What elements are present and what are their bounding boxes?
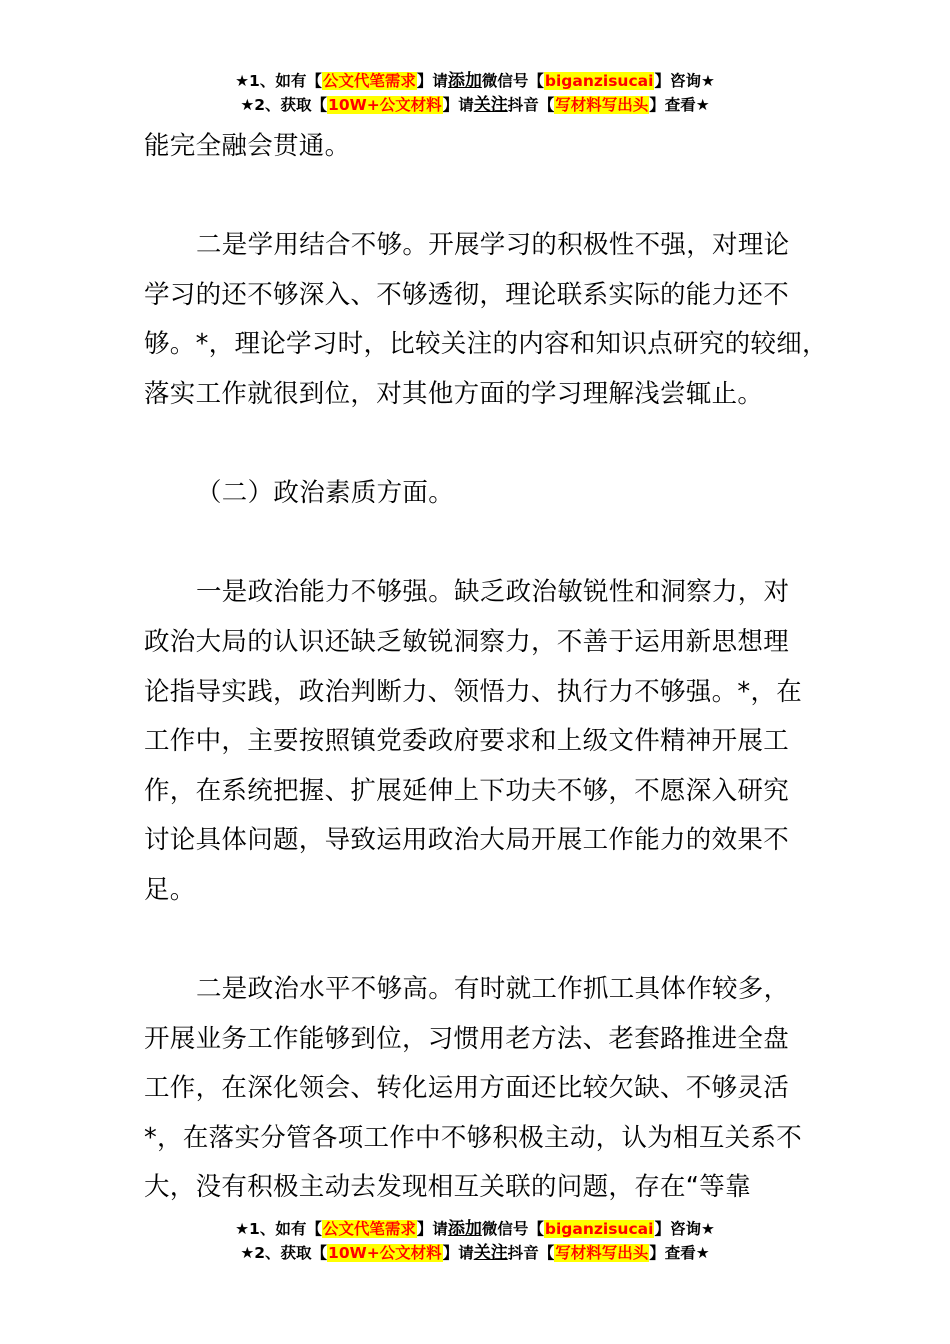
section-heading-political-quality: （二）政治素质方面。 (196, 478, 455, 509)
underlined-word: 添加 (447, 71, 482, 91)
paragraph-continuation: 能完全融会贯通。 (144, 131, 351, 161)
highlight-douyin-account: 写材料写出头 (555, 1244, 649, 1262)
highlight-materials: 10W+公文材料 (328, 1244, 442, 1262)
paragraph-political-ability: 一是政治能力不够强。缺乏政治敏锐性和洞察力，对 政治大局的认识还缺乏敏锐洞察力，不善于运用新思想理 论指导实践，政治判断力、领悟力、执行力不够强。*，在 工作中，主要按照镇党委政府要求和上级文件精神开展工 作，在系统把握、扩展延伸上下功夫不够，不愿深入研究 讨论具体问题，导致运用政治大局开展工作能力的效果不 足。 (144, 577, 803, 905)
underlined-word: 关注 (473, 1243, 508, 1263)
banner-line-1: ★1、如有【公文代笔需求】请添加微信号【biganzisucai】咨询★ (235, 1219, 715, 1239)
highlight-service: 公文代笔需求 (322, 72, 416, 90)
highlight-materials: 10W+公文材料 (328, 96, 442, 114)
highlight-wechat-id: biganzisucai (544, 1220, 654, 1238)
paragraph-political-level: 二是政治水平不够高。有时就工作抓工具体作较多， 开展业务工作能够到位，习惯用老方法、老套路推进全盘 工作，在深化领会、转化运用方面还比较欠缺、不够灵活 *，在落实分管各项工作中不够积极主动，认为相互关系不 大，没有积极主动去发现相互关联的问题，存在“等靠 (144, 974, 803, 1203)
underlined-word: 关注 (473, 95, 508, 115)
banner-line-1: ★1、如有【公文代笔需求】请添加微信号【biganzisucai】咨询★ (235, 71, 715, 91)
highlight-douyin-account: 写材料写出头 (555, 96, 649, 114)
underlined-word: 添加 (447, 1219, 482, 1239)
document-body (144, 122, 834, 1213)
footer-banner (0, 1217, 950, 1265)
header-banner (0, 69, 950, 117)
highlight-wechat-id: biganzisucai (544, 72, 654, 90)
paragraph-study-application: 二是学用结合不够。开展学习的积极性不强，对理论 学习的还不够深入、不够透彻，理论联系实际的能力还不 够。*，理论学习时，比较关注的内容和知识点研究的较细， 落实工作就很到位，对其他方面的学习理解浅尝辄止。 (144, 230, 828, 409)
banner-line-2: ★2、获取【10W+公文材料】请关注抖音【写材料写出头】查看★ (240, 95, 710, 115)
banner-line-2: ★2、获取【10W+公文材料】请关注抖音【写材料写出头】查看★ (240, 1243, 710, 1263)
highlight-service: 公文代笔需求 (322, 1220, 416, 1238)
